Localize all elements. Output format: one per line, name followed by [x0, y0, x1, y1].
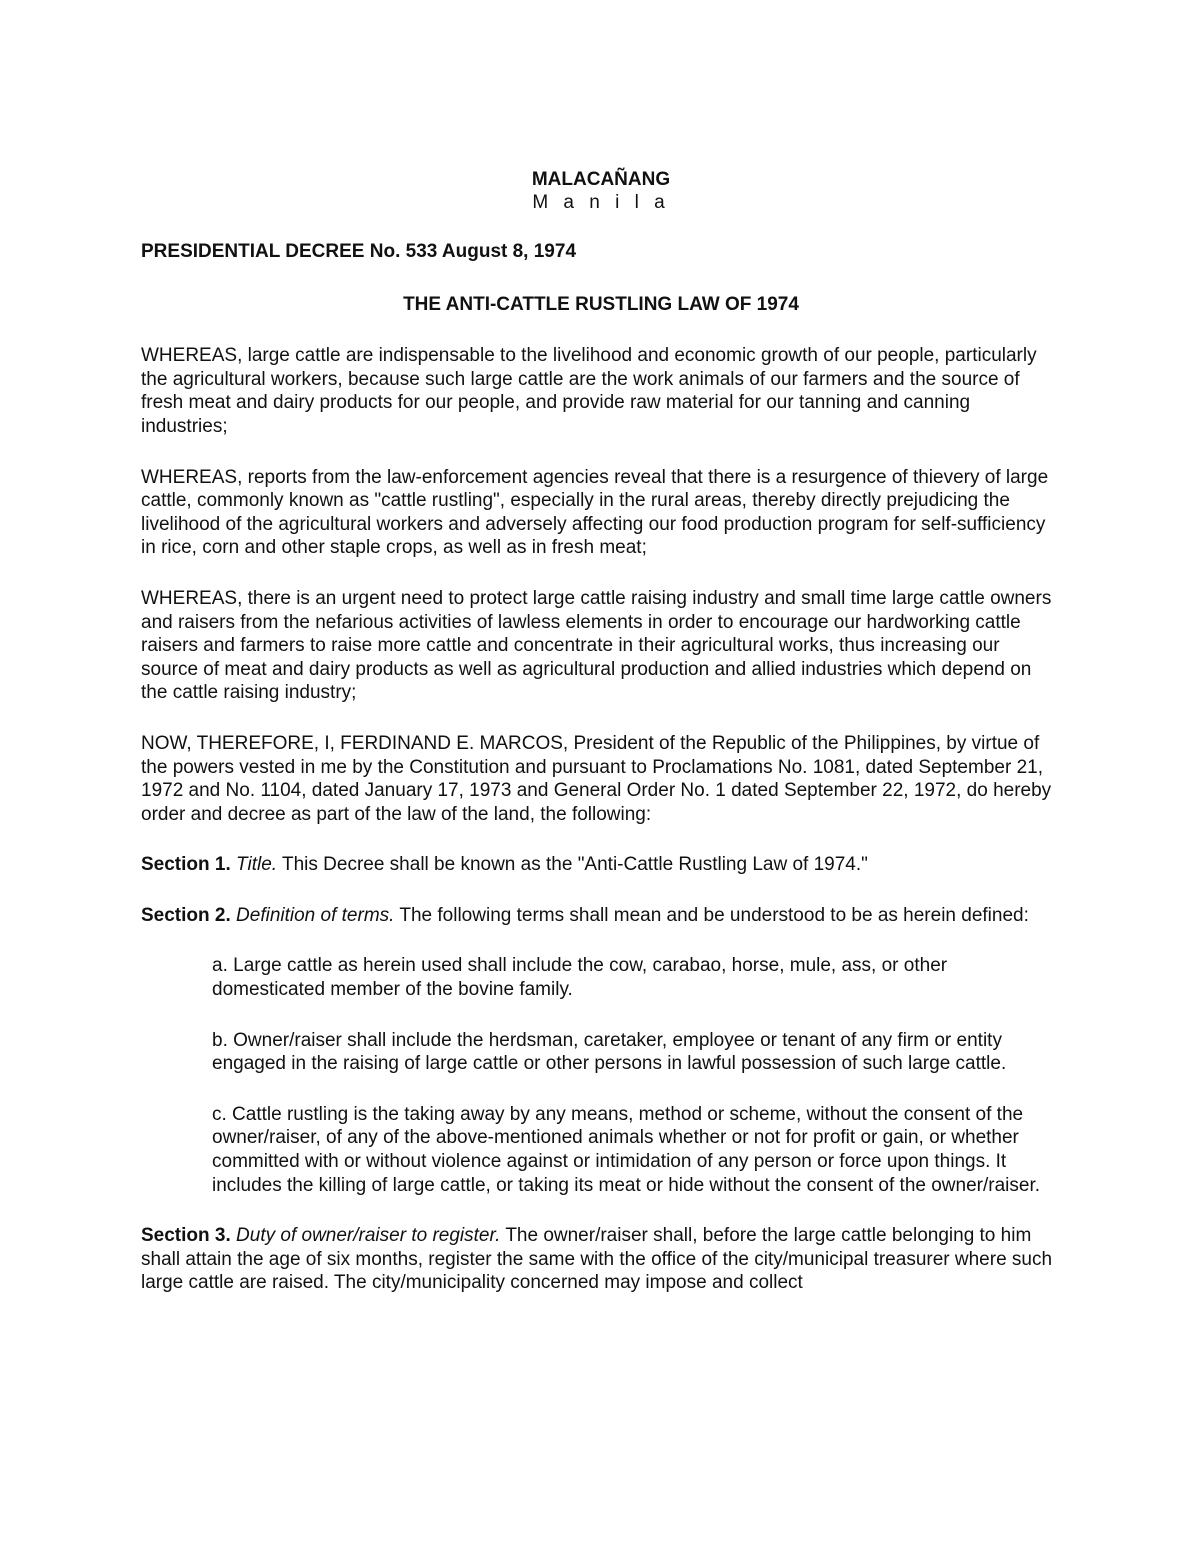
office-heading: MALACAÑANG: [531, 169, 671, 190]
decree-enacting-paragraph: NOW, THEREFORE, I, FERDINAND E. MARCOS, President of the Republic of the Philippines, by virtue of the powers vested in me by the Constitution and pursuant to Proclamations No. 1081, dated September 21, 1972 and No. 1104, dated January 17, 1973 and General Order No. 1 dated September 22, 1972, do hereby order and decree as part of the law of the land, the following:: [141, 732, 1052, 825]
whereas-paragraph-3: WHEREAS, there is an urgent need to protect large cattle raising industry and small time large cattle owners and raisers from the nefarious activities of lawless elements in order to encourage our hardworking cattle raisers and farmers to raise more cattle and concentrate in their agricultural works, thus increasing our source of meat and dairy products as well as agricultural production and allied industries which depend on the cattle raising industry;: [141, 587, 1052, 704]
section-1: [141, 853, 1061, 877]
decree-number-line: PRESIDENTIAL DECREE No. 533 August 8, 1974: [141, 241, 577, 262]
location-line: M a n i l a: [532, 192, 670, 213]
document-body: [141, 168, 1061, 1295]
section-text: The owner/raiser shall, before the large cattle belonging to him shall attain the age of six months, register the same with the office of the city/municipal treasurer where such large cattle are raised. The city/municipality concerned may impose and collect: [141, 1225, 1053, 1294]
whereas-paragraph-1: WHEREAS, large cattle are indispensable to the livelihood and economic growth of our people, particularly the agricultural workers, because such large cattle are the work animals of our farmers and the source of fresh meat and dairy products for our people, and provide raw material for our tanning and canning industries;: [141, 345, 1037, 437]
law-title: THE ANTI-CATTLE RUSTLING LAW OF 1974: [403, 293, 799, 315]
section-subtitle: Duty of owner/raiser to register.: [236, 1225, 501, 1247]
section-subtitle: Title.: [236, 854, 278, 876]
section-label: Section 1.: [141, 854, 231, 876]
section-label: Section 2.: [141, 904, 231, 926]
definition-item-a: a. Large cattle as herein used shall include the cow, carabao, horse, mule, ass, or other domesticated member of the bovine family.: [212, 955, 948, 1001]
section-2: [141, 904, 1061, 928]
section-3: [141, 1224, 1061, 1295]
section-label: Section 3.: [141, 1225, 231, 1247]
definition-item-c: c. Cattle rustling is the taking away by any means, method or scheme, without the consent of the owner/raiser, of any of the above-mentioned animals whether or not for profit or gain, or whether committed with or without violence against or intimidation of any person or force upon things. It includes the killing of large cattle, or taking its meat or hide without the consent of the owner/raiser.: [212, 1103, 1041, 1196]
section-text: This Decree shall be known as the "Anti-Cattle Rustling Law of 1974.": [281, 854, 868, 876]
section-subtitle: Definition of terms.: [236, 904, 395, 926]
whereas-paragraph-2: WHEREAS, reports from the law-enforcement agencies reveal that there is a resurgence of thievery of large cattle, commonly known as "cattle rustling", especially in the rural areas, thereby directly prejudicing the livelihood of the agricultural workers and adversely affecting our food production program for self-sufficiency in rice, corn and other staple crops, as well as in fresh meat;: [141, 466, 1049, 559]
definition-item-b: b. Owner/raiser shall include the herdsman, caretaker, employee or tenant of any firm or entity engaged in the raising of large cattle or other persons in lawful possession of such large cattle.: [212, 1029, 1007, 1075]
section-text: The following terms shall mean and be understood to be as herein defined:: [399, 904, 1029, 926]
